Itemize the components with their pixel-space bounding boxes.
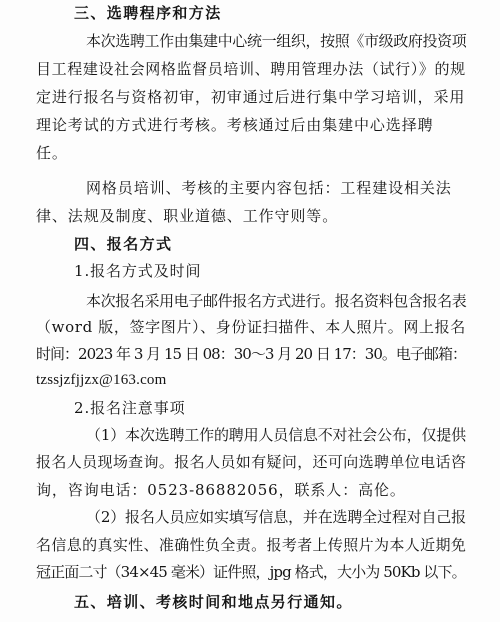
paragraph-line: 网格员培训、考核的主要内容包括：工程建设相关法 [86,179,452,197]
section-heading-3: 三、选聘程序和方法 [74,4,222,22]
subsection-title: 2.报名注意事项 [74,399,186,417]
paragraph-line: 冠正面二寸（34×45 毫米）证件照，jpg 格式，大小为 50Kb 以下。 [36,563,466,581]
paragraph-line: 询，咨询电话：0523-86882056，联系人：高伦。 [36,481,406,499]
paragraph-line: 本次报名采用电子邮件报名方式进行。报名资料包含报名表 [86,292,467,310]
paragraph-line: 名信息的真实性、准确性负全责。报考者上传照片为本人近期免 [36,536,467,554]
paragraph-line: （2）报名人员应如实填写信息，并在选聘全过程对自己报 [86,508,466,526]
email-address: tzssjzfjjzx@163.com [36,372,167,388]
section-heading-5: 五、培训、考核时间和地点另行通知。 [74,593,353,611]
paragraph-line: 时间：2023 年 3 月 15 日 08：30～3 月 20 日 17：30。电子邮箱： [36,345,466,363]
paragraph-line: 定进行报名与资格初审，初审通过后进行集中学习培训，采用 [36,88,466,106]
section-heading-4: 四、报名方式 [74,235,173,253]
paragraph-line: （1）本次选聘工作的聘用人员信息不对社会公布，仅提供 [86,426,466,444]
paragraph-line: 报名人员现场查询。报名人员如有疑问，还可向选聘单位电话咨 [36,453,467,471]
paragraph-line: （word 版，签字图片）、身份证扫描件、本人照片。网上报名 [36,318,466,336]
paragraph-line: 本次选聘工作由集建中心统一组织，按照《市级政府投资项 [86,32,467,50]
paragraph-line: 任。 [36,144,68,162]
paragraph-line: 目工程建设社会网格监督员培训、聘用管理办法（试行）》的规 [36,60,466,78]
paragraph-line: 律、法规及制度、职业道德、工作守则等。 [36,207,339,225]
paragraph-line: 理论考试的方式进行考核。考核通过后由集建中心选择聘 [36,116,434,134]
subsection-title: 1.报名方式及时间 [74,262,202,280]
